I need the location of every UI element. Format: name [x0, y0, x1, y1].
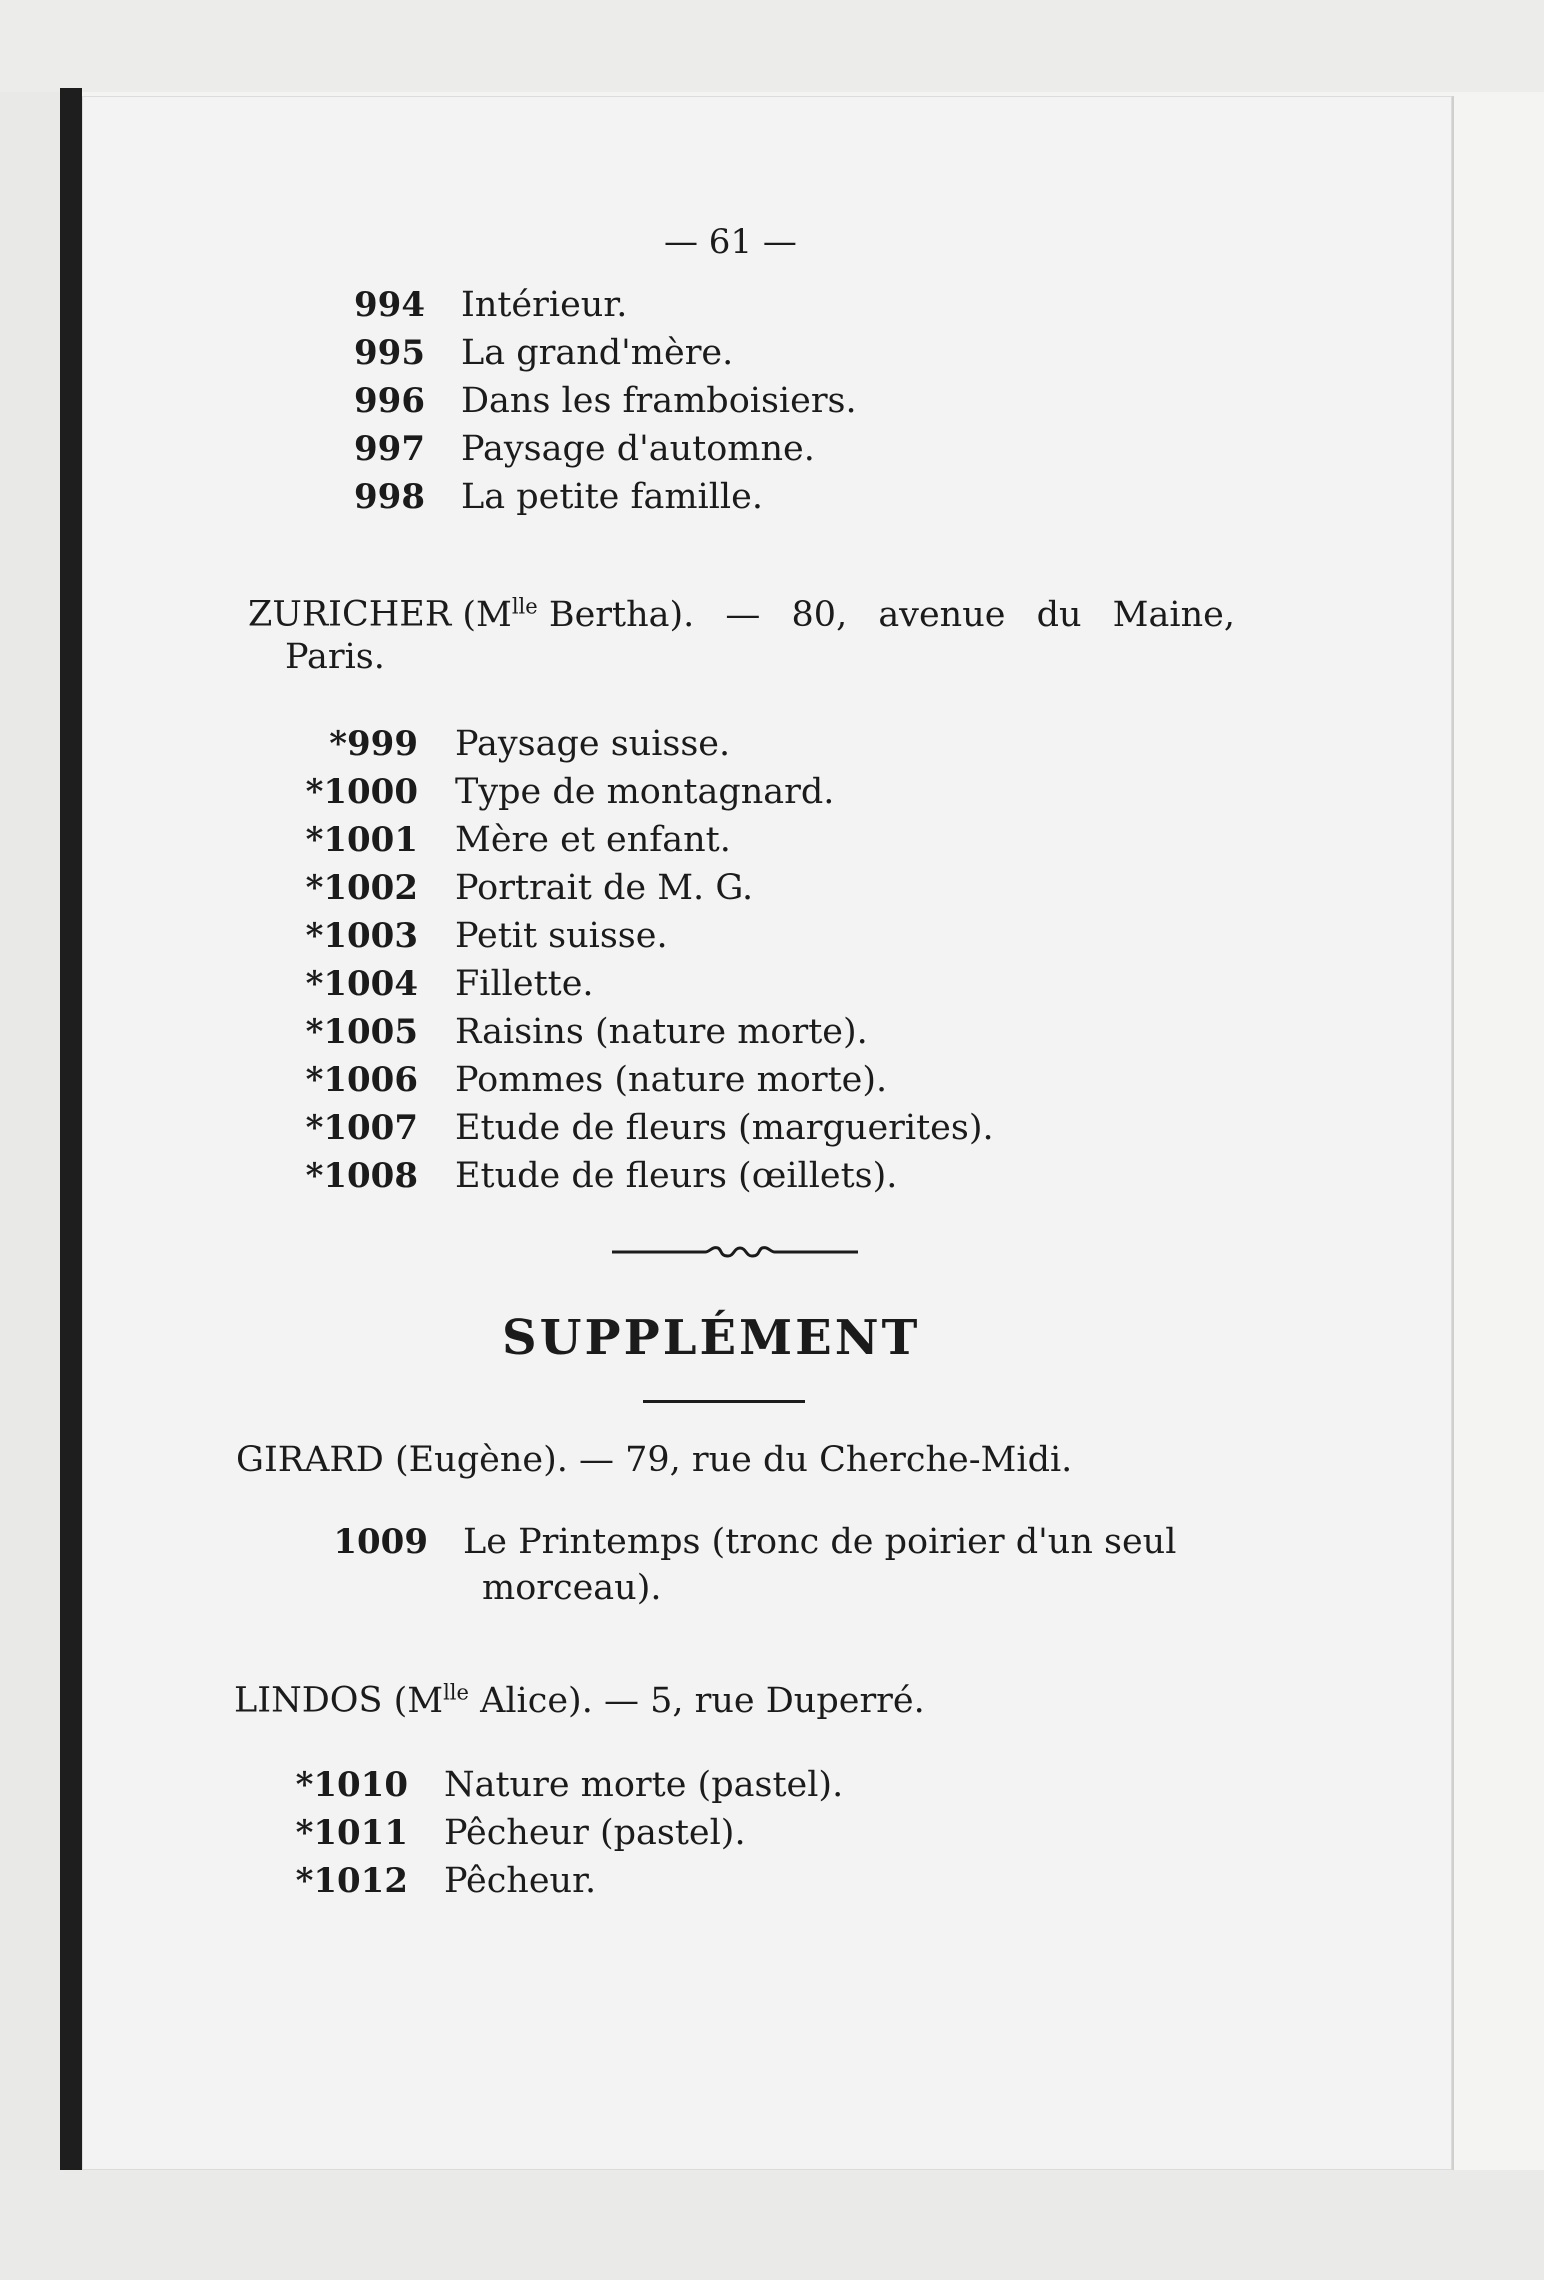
entry-number: *1005 — [305, 1012, 418, 1052]
entry-title: Petit suisse. — [455, 916, 668, 956]
entry-title: La grand'mère. — [461, 333, 734, 373]
entry-number: 998 — [354, 477, 425, 517]
entry-number: *1000 — [305, 772, 418, 812]
author-name: LINDOS — [234, 1680, 383, 1721]
entry-number: *1010 — [295, 1765, 408, 1805]
entry-title: Portrait de M. G. — [455, 868, 754, 908]
entry-number: *1012 — [295, 1861, 408, 1901]
ornament-divider — [610, 1236, 860, 1266]
page-right-edge — [1452, 96, 1454, 2170]
entry-title: Paysage d'automne. — [461, 429, 815, 469]
book-spine-shadow — [60, 88, 82, 2173]
entry-title: Fillette. — [455, 964, 594, 1004]
entry-number: *1002 — [305, 868, 418, 908]
author-heading-girard — [236, 1440, 1072, 1480]
author-city: Paris. — [285, 637, 385, 677]
author-address: — 80, avenue du Maine, — [725, 594, 1235, 635]
entry-title: Etude de fleurs (œillets). — [455, 1156, 898, 1196]
entry-number: *1007 — [305, 1108, 418, 1148]
entry-number: *1008 — [305, 1156, 418, 1196]
entry-title: Etude de fleurs (marguerites). — [455, 1108, 994, 1148]
author-heading-zuricher — [248, 594, 1235, 635]
entry-title: Le Printemps (tronc de poirier d'un seul — [463, 1522, 1177, 1562]
entry-title: Intérieur. — [461, 285, 628, 325]
page-number: — 61 — — [664, 222, 797, 262]
entry-number: 1009 — [333, 1522, 428, 1562]
entry-title: La petite famille. — [461, 477, 763, 517]
author-details: (Eugène). — 79, rue du Cherche-Midi. — [394, 1440, 1073, 1480]
entry-title: Raisins (nature morte). — [455, 1012, 868, 1052]
entry-number: *1006 — [305, 1060, 418, 1100]
scan-bottom-margin — [0, 2170, 1544, 2280]
entry-number: 995 — [354, 333, 425, 373]
scan-left-margin — [0, 92, 66, 2172]
author-heading-lindos — [234, 1680, 925, 1721]
entry-title: Paysage suisse. — [455, 724, 731, 764]
entry-title: Pêcheur. — [444, 1861, 597, 1901]
author-honorific: ($M^{lle}$ Alice). — 5, rue Duperré. — [393, 1680, 925, 1721]
entry-title: Mère et enfant. — [455, 820, 731, 860]
entry-number: 994 — [354, 285, 425, 325]
author-honorific: ($M^{lle}$ Bertha). — [462, 594, 695, 635]
entry-title: Pêcheur (pastel). — [444, 1813, 746, 1853]
entry-title: Nature morte (pastel). — [444, 1765, 844, 1805]
entry-title: Type de montagnard. — [455, 772, 835, 812]
entry-number: 997 — [354, 429, 425, 469]
supplement-heading: SUPPLÉMENT — [502, 1310, 921, 1366]
entry-title: Dans les framboisiers. — [461, 381, 857, 421]
entry-number: *1004 — [305, 964, 418, 1004]
heading-rule — [643, 1400, 805, 1403]
author-name: ZURICHER — [248, 594, 452, 635]
entry-number: *999 — [329, 724, 418, 764]
entry-number: *1011 — [295, 1813, 408, 1853]
scan-top-margin — [0, 0, 1544, 92]
entry-title: Pommes (nature morte). — [455, 1060, 888, 1100]
author-name: GIRARD — [236, 1440, 384, 1480]
entry-number: 996 — [354, 381, 425, 421]
entry-number: *1001 — [305, 820, 418, 860]
entry-title-continuation: morceau). — [482, 1568, 662, 1608]
entry-number: *1003 — [305, 916, 418, 956]
